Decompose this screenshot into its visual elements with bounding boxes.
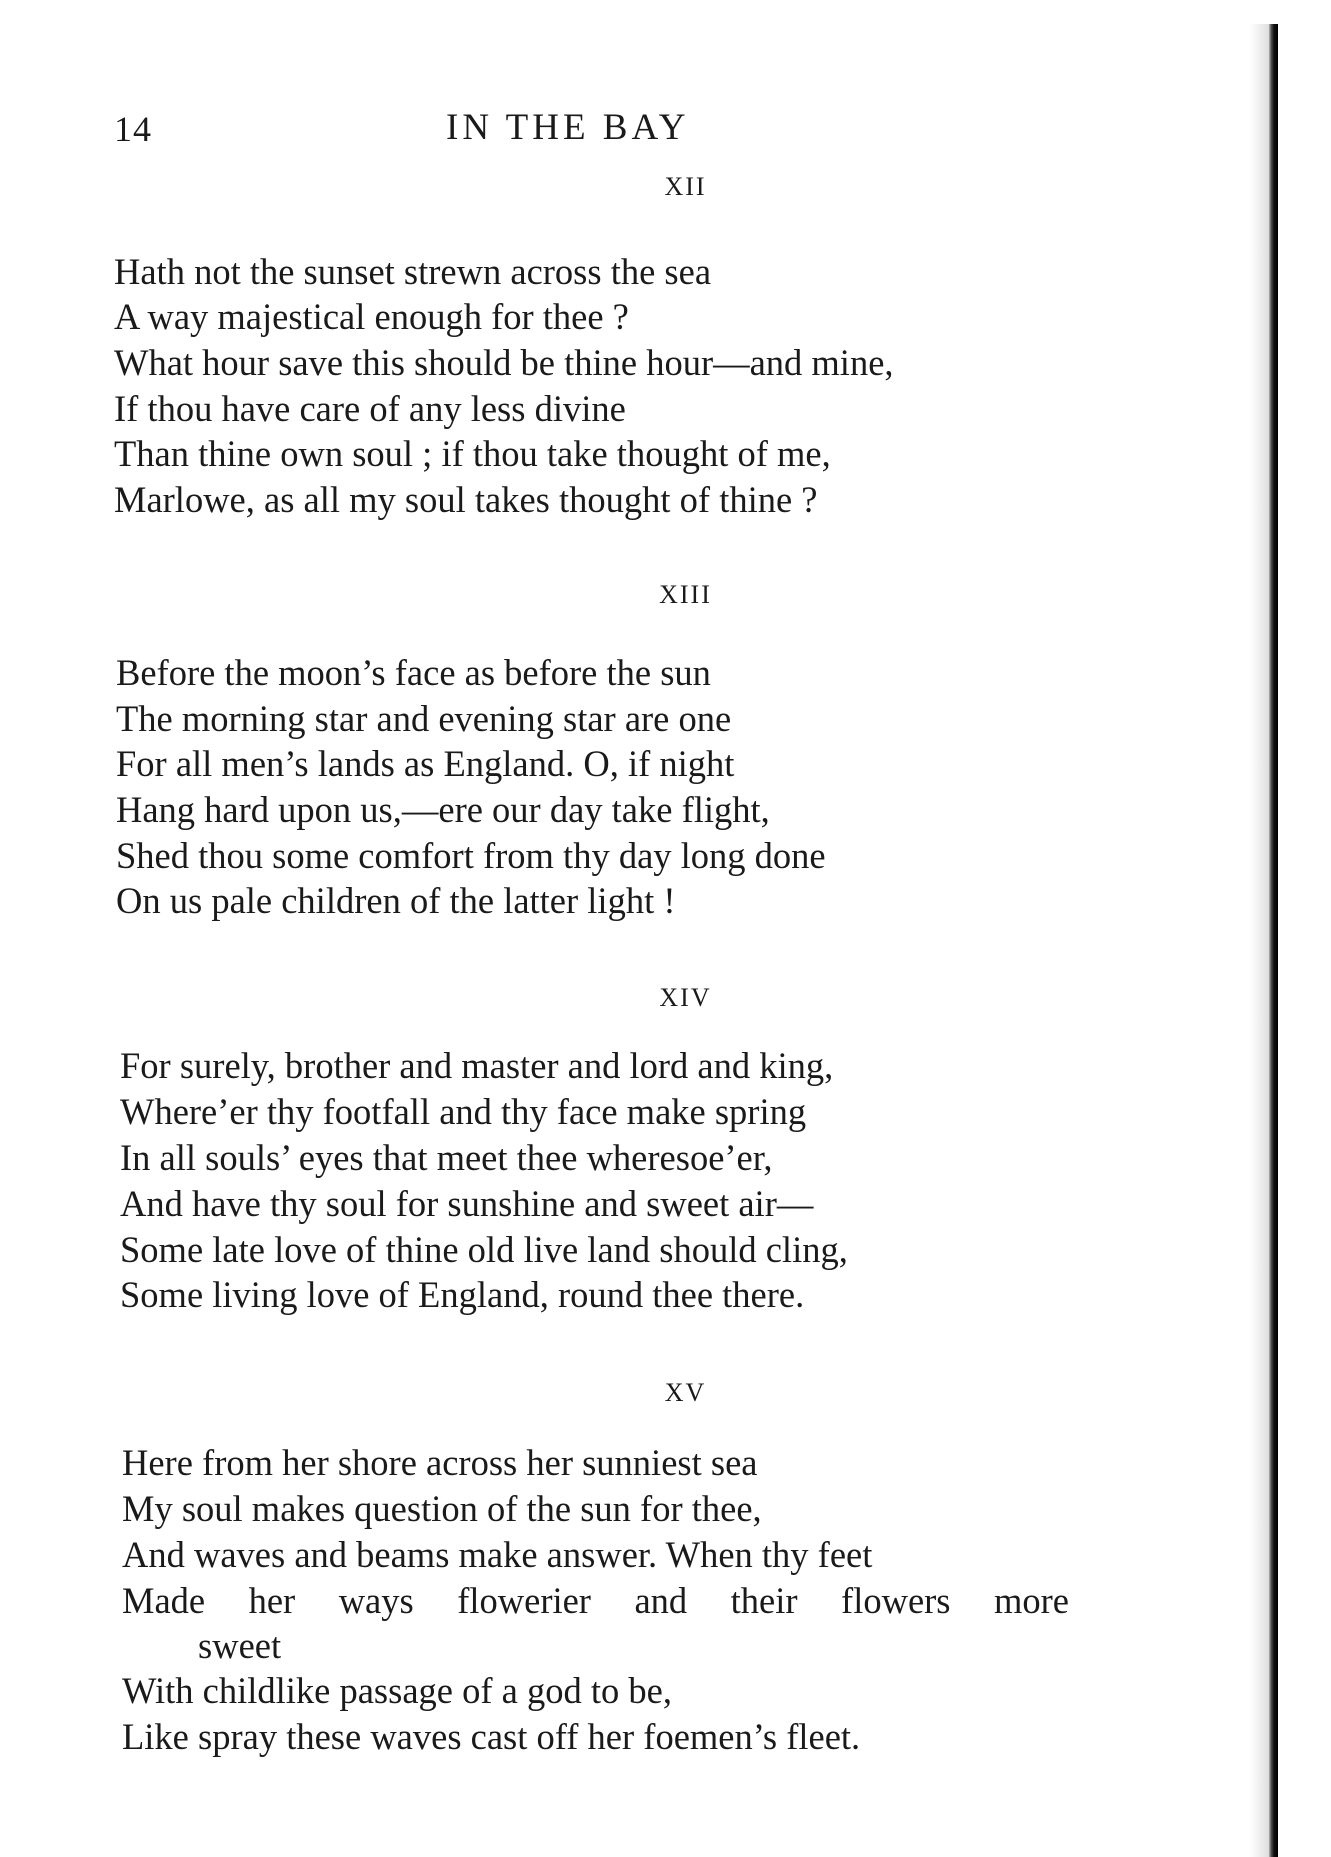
stanza-line: With childlike passage of a god to be,	[122, 1670, 672, 1711]
book-binding-edge	[1268, 24, 1278, 1857]
stanza-line: Where’er thy footfall and thy face make spring	[120, 1091, 807, 1132]
stanza-line: Hang hard upon us,—ere our day take flight,	[116, 789, 770, 830]
stanza-line: My soul makes question of the sun for thee,	[122, 1488, 762, 1529]
stanza-line: For surely, brother and master and lord and king,	[120, 1045, 834, 1086]
stanza-line: A way majestical enough for thee ?	[114, 296, 629, 337]
stanza-line: Marlowe, as all my soul takes thought of thine ?	[114, 479, 818, 520]
stanza-line: Made her ways flowerier and their flowers more	[122, 1580, 1069, 1621]
stanza-number-xv: XV	[664, 1378, 707, 1407]
stanza-number-xii: XII	[664, 172, 707, 201]
stanza-line-runover: sweet	[198, 1625, 282, 1666]
stanza-line: What hour save this should be thine hour—and mine,	[114, 342, 894, 383]
stanza-line: Like spray these waves cast off her foemen’s fleet.	[122, 1716, 861, 1757]
running-title: IN THE BAY	[446, 107, 690, 148]
page-number: 14	[114, 109, 152, 149]
stanza-line: Some living love of England, round thee there.	[120, 1274, 805, 1315]
stanza-line: And have thy soul for sunshine and sweet air—	[120, 1183, 814, 1224]
stanza-number-xiv: XIV	[659, 983, 712, 1012]
stanza-line: Before the moon’s face as before the sun	[116, 652, 711, 693]
binding-shadow	[1250, 24, 1270, 1857]
stanza-line: For all men’s lands as England. O, if night	[116, 743, 735, 784]
stanza-line: Here from her shore across her sunniest sea	[122, 1442, 758, 1483]
stanza-line: And waves and beams make answer. When thy feet	[122, 1534, 873, 1575]
stanza-line: Shed thou some comfort from thy day long done	[116, 835, 826, 876]
stanza-number-xiii: XIII	[659, 580, 712, 609]
stanza-line: Hath not the sunset strewn across the sea	[114, 251, 712, 292]
stanza-line: The morning star and evening star are one	[116, 698, 732, 739]
stanza-line: On us pale children of the latter light !	[116, 880, 676, 921]
stanza-line: If thou have care of any less divine	[114, 388, 626, 429]
stanza-line: In all souls’ eyes that meet thee wheresoe’er,	[120, 1137, 773, 1178]
stanza-line: Some late love of thine old live land should cling,	[120, 1229, 848, 1270]
stanza-line: Than thine own soul ; if thou take thought of me,	[114, 433, 831, 474]
